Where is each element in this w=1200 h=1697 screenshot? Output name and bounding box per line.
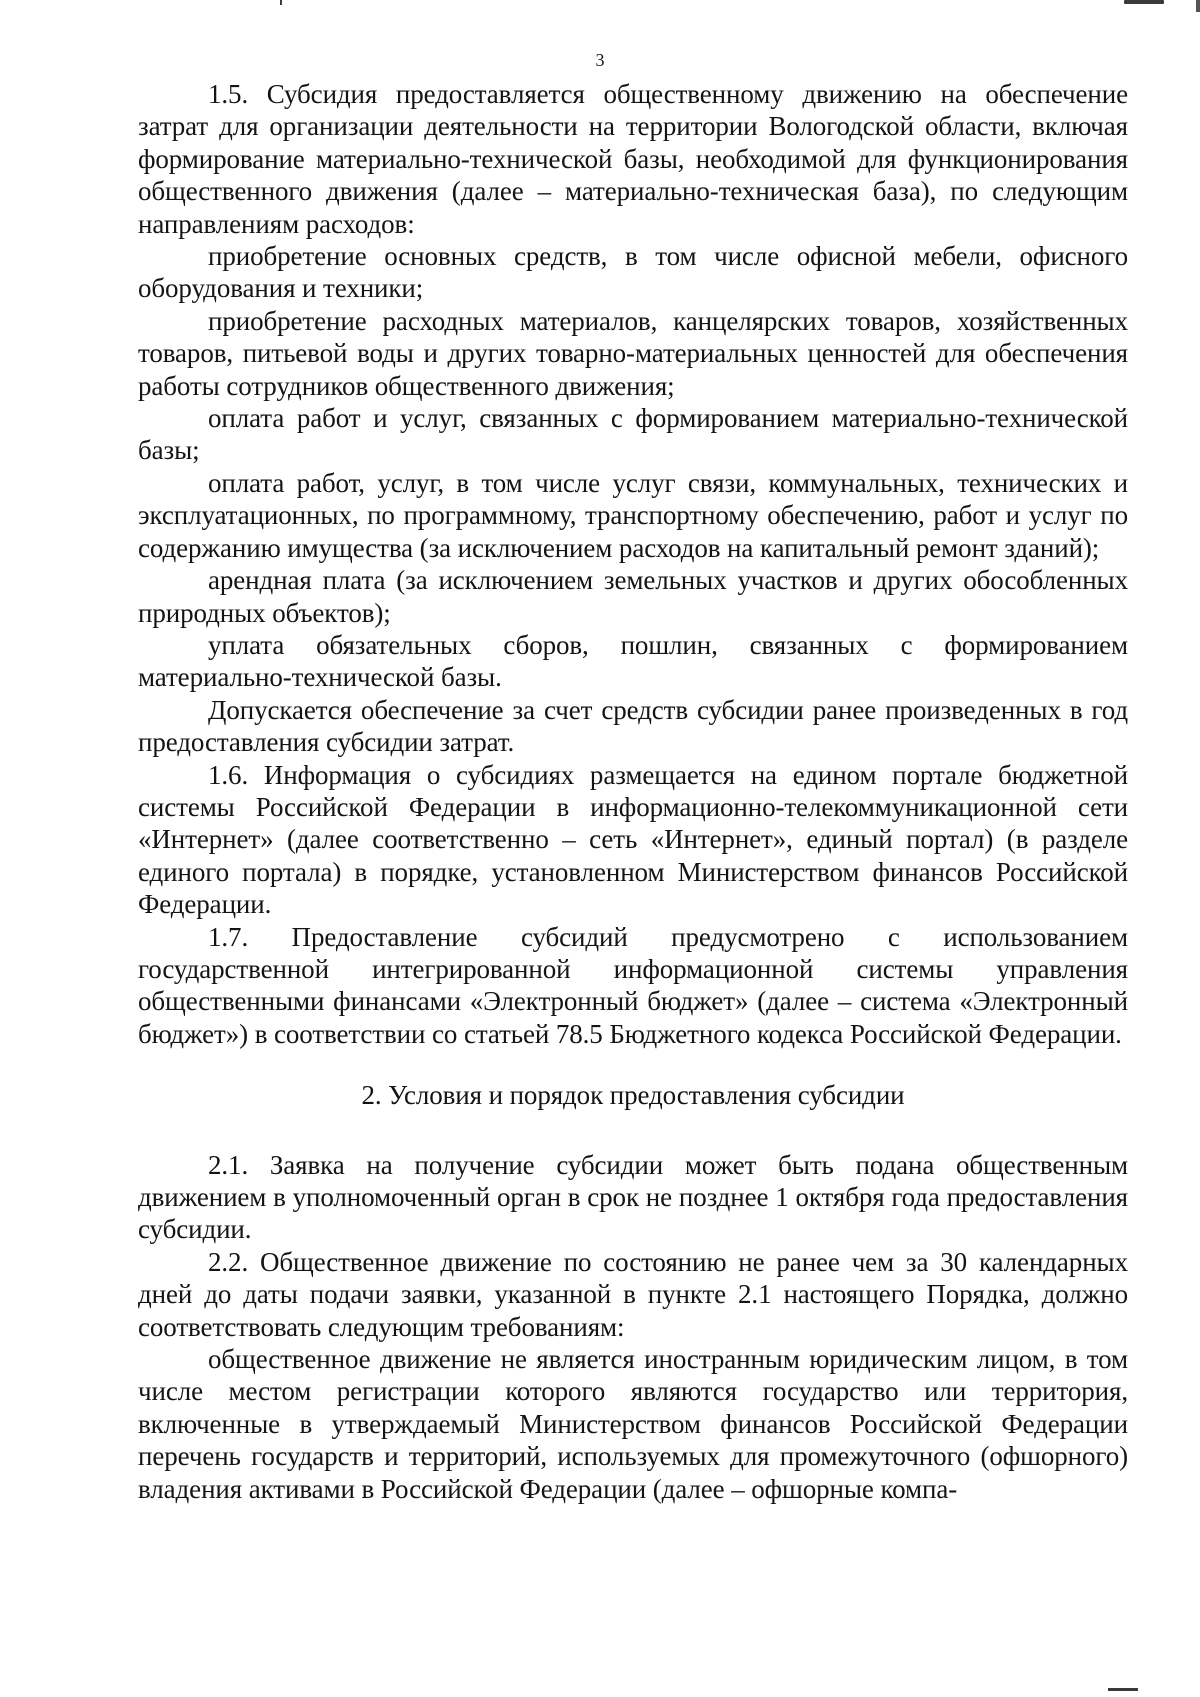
list-item-rent: арендная плата (за исключением земельных участков и других обособленных природных объектов); [138, 565, 1128, 628]
paragraph-1-7: 1.7. Предоставление субсидий предусмотрено с использованием государственной интегрированной информационной системы управления общественными финансами «Электронный бюджет» (далее – система «Электронный бюджет») в соответствии со статьей 78.5 Бюджетного кодекса Российской Федерации. [138, 921, 1128, 1049]
list-item-fixed-assets: приобретение основных средств, в том числе офисной мебели, офисного оборудования и техники; [138, 241, 1128, 304]
paragraph-2-1: 2.1. Заявка на получение субсидии может быть подана общественным движением в уполномоченный орган в срок не позднее 1 октября года предоставления субсидии. [138, 1149, 1128, 1245]
list-item-fees: уплата обязательных сборов, пошлин, связанных с формированием материально-технической базы. [138, 629, 1128, 693]
document-body [138, 78, 1128, 1505]
scan-mark [280, 0, 282, 5]
paragraph-requirement-foreign-entity: общественное движение не является иностранным юридическим лицом, в том числе местом регистрации которого являются государство или территория, включенные в утверждаемый Министерством финансов Российской Федерации перечень государств и территорий, используемых для промежуточного (офшорного) владения активами в Российской Федерации (далее – офшорные компа- [138, 1344, 1128, 1504]
paragraph-1-5: 1.5. Субсидия предоставляется общественному движению на обеспечение затрат для организации деятельности на территории Вологодской области, включая формирование материально-технической базы, необходимой для функционирования общественного движения (далее – материально-техническая база), по следующим направлениям расходов: [138, 79, 1128, 239]
paragraph-1-6: 1.6. Информация о субсидиях размещается на едином портале бюджетной системы Российской Федерации в информационно-телекоммуникационной сети «Интернет» (далее соответственно – сеть «Интернет», единый портал) (в разделе единого портала) в порядке, установленном Министерством финансов Российской Федерации. [138, 759, 1128, 920]
list-item-consumables: приобретение расходных материалов, канцелярских товаров, хозяйственных товаров, питьевой воды и других товарно-материальных ценностей для обеспечения работы сотрудников общественного движения; [138, 305, 1128, 401]
paragraph-prior-expenses: Допускается обеспечение за счет средств субсидии ранее произведенных в год предоставления субсидии затрат. [138, 694, 1128, 758]
page-number: 3 [595, 50, 605, 70]
scan-mark [1108, 1688, 1138, 1691]
scan-mark [1124, 0, 1164, 4]
scan-mark [1196, 0, 1200, 12]
list-item-works-services: оплата работ и услуг, связанных с формированием материально-технической базы; [138, 403, 1128, 466]
section-heading: 2. Условия и порядок предоставления субсидии [361, 1080, 905, 1111]
paragraph-2-2: 2.2. Общественное движение по состоянию не ранее чем за 30 календарных дней до даты подачи заявки, указанной в пункте 2.1 настоящего Порядка, должно соответствовать следующим требованиям: [138, 1246, 1128, 1342]
list-item-utilities: оплата работ, услуг, в том числе услуг связи, коммунальных, технических и эксплуатационных, по программному, транспортному обеспечению, работ и услуг по содержанию имущества (за исключением расходов на капитальный ремонт зданий); [138, 467, 1128, 563]
